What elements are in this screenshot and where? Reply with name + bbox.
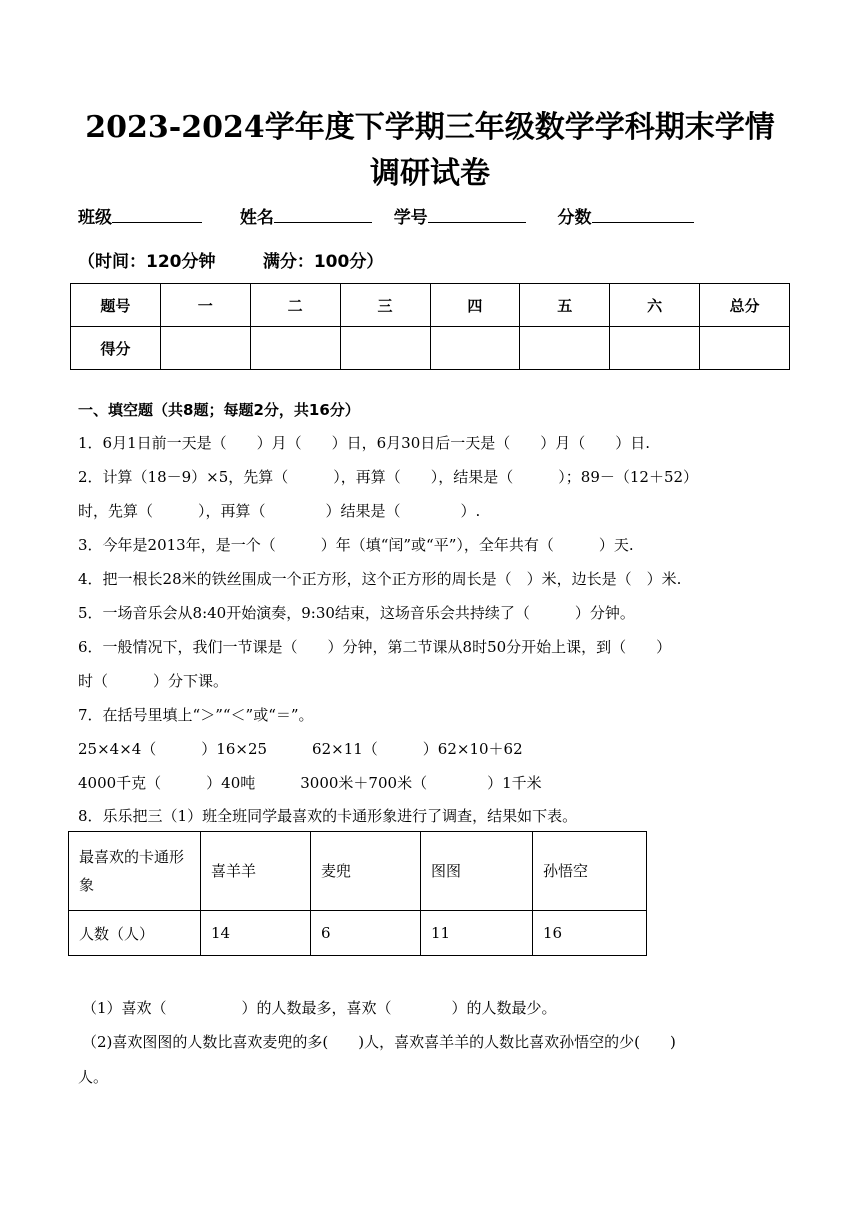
cartoon-count-cell: 11: [421, 911, 533, 956]
score-header-cell: 六: [610, 284, 700, 327]
score-header-cell: 一: [160, 284, 250, 327]
score-header-cell: 四: [430, 284, 520, 327]
section1-heading: 一、填空题（共8题；每题2分，共16分）: [78, 401, 360, 419]
score-cell[interactable]: [610, 327, 700, 370]
question-line: 1．6月1日前一天是（ ）月（ ）日，6月30日后一天是（ ）月（ ）日.: [78, 434, 651, 452]
cartoon-count-cell: 14: [201, 911, 311, 956]
exam-title-line2: 调研试卷: [370, 156, 490, 191]
cartoon-count-cell: 6: [311, 911, 421, 956]
cartoon-header-cell: 最喜欢的卡通形象: [69, 832, 201, 911]
question-8-sub2: （2)喜欢图图的人数比喜欢麦兜的多( )人，喜欢喜羊羊的人数比喜欢孙悟空的少( ): [82, 1033, 676, 1051]
score-row-label: 得分: [71, 327, 161, 370]
score-table: [70, 283, 790, 370]
score-cell[interactable]: [340, 327, 430, 370]
student-info-row: [78, 204, 694, 230]
id-label: 学号: [393, 208, 428, 228]
cartoon-header-cell: 麦兜: [311, 832, 421, 911]
score-blank[interactable]: [592, 204, 694, 223]
cartoon-count-cell: 16: [533, 911, 647, 956]
class-blank[interactable]: [112, 204, 202, 223]
exam-title-line1: 2023-2024学年度下学期三年级数学学科期末学情: [85, 110, 775, 145]
score-cell[interactable]: [430, 327, 520, 370]
score-label: 分数: [557, 208, 592, 228]
cartoon-header-cell: 喜羊羊: [201, 832, 311, 911]
question-8-sub2-cont: 人。: [78, 1068, 109, 1086]
question-line: 4000千克（ ）40吨 3000米＋700米（ ）1千米: [78, 774, 542, 792]
score-cell[interactable]: [250, 327, 340, 370]
question-8-sub1: （1）喜欢（ ）的人数最多，喜欢（ ）的人数最少。: [82, 999, 557, 1017]
score-cell[interactable]: [160, 327, 250, 370]
cartoon-row-label: 人数（人）: [69, 911, 201, 956]
question-line: 时，先算（ ），再算（ ）结果是（ ）.: [78, 502, 481, 520]
question-line: 2．计算（18－9）×5，先算（ ），再算（ ），结果是（ ）；89－（12＋52）: [78, 468, 699, 486]
score-header-cell: 五: [520, 284, 610, 327]
cartoon-header-cell: 孙悟空: [533, 832, 647, 911]
time-limit: （时间：120分钟 满分：100分）: [78, 252, 384, 272]
class-label: 班级: [78, 208, 112, 228]
question-line: 4．把一根长28米的铁丝围成一个正方形，这个正方形的周长是（ ）米，边长是（ ）米.: [78, 570, 682, 588]
cartoon-survey-table: [68, 831, 647, 956]
question-line: 8．乐乐把三（1）班全班同学最喜欢的卡通形象进行了调查，结果如下表。: [78, 807, 578, 825]
cartoon-header-cell: 图图: [421, 832, 533, 911]
score-cell[interactable]: [520, 327, 610, 370]
question-line: 5．一场音乐会从8:40开始演奏，9:30结束，这场音乐会共持续了（ ）分钟。: [78, 604, 635, 622]
name-label: 姓名: [239, 208, 274, 228]
question-line: 7．在括号里填上“＞”“＜”或“＝”。: [78, 706, 314, 724]
question-line: 25×4×4（ ）16×25 62×11（ ）62×10＋62: [78, 740, 523, 758]
question-line: 3．今年是2013年，是一个（ ）年（填“闰”或“平”），全年共有（ ）天.: [78, 536, 634, 554]
score-header-cell: 总分: [700, 284, 790, 327]
score-header-cell: 三: [340, 284, 430, 327]
question-line: 时（ ）分下课。: [78, 672, 229, 690]
question-line: 6．一般情况下，我们一节课是（ ）分钟，第二节课从8时50分开始上课，到（ ）: [78, 638, 672, 656]
score-header-cell: 题号: [71, 284, 161, 327]
score-header-cell: 二: [250, 284, 340, 327]
id-blank[interactable]: [428, 204, 526, 223]
score-cell[interactable]: [700, 327, 790, 370]
name-blank[interactable]: [274, 204, 372, 223]
